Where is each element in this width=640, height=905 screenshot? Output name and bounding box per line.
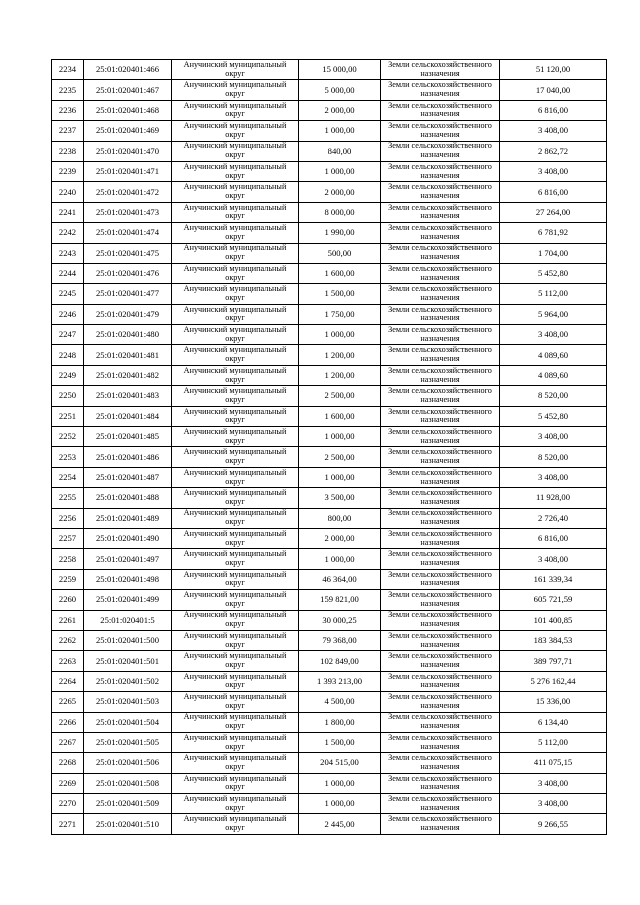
- cadastral-value-cell: 51 120,00: [500, 60, 607, 80]
- row-number-cell: 2259: [52, 569, 84, 589]
- table-row: [52, 447, 607, 467]
- cadastral-number-cell: 25:01:020401:477: [84, 284, 172, 304]
- area-cell: 2 500,00: [299, 447, 381, 467]
- land-category-cell: Земли сельскохозяйственного назначения: [381, 325, 500, 345]
- row-number-cell: 2268: [52, 753, 84, 773]
- row-number-cell: 2264: [52, 671, 84, 691]
- cadastral-number-cell: 25:01:020401:486: [84, 447, 172, 467]
- area-cell: 2 445,00: [299, 814, 381, 834]
- cadastral-number-cell: 25:01:020401:503: [84, 692, 172, 712]
- municipality-cell: Анучинский муниципальный округ: [172, 630, 299, 650]
- area-cell: 1 990,00: [299, 223, 381, 243]
- area-cell: 1 000,00: [299, 325, 381, 345]
- municipality-cell: Анучинский муниципальный округ: [172, 284, 299, 304]
- municipality-cell: Анучинский муниципальный округ: [172, 223, 299, 243]
- cadastral-value-cell: 3 408,00: [500, 794, 607, 814]
- table-row: [52, 590, 607, 610]
- land-category-cell: Земли сельскохозяйственного назначения: [381, 121, 500, 141]
- municipality-cell: Анучинский муниципальный округ: [172, 60, 299, 80]
- municipality-cell: Анучинский муниципальный округ: [172, 304, 299, 324]
- row-number-cell: 2262: [52, 630, 84, 650]
- cadastral-number-cell: 25:01:020401:466: [84, 60, 172, 80]
- area-cell: 102 849,00: [299, 651, 381, 671]
- area-cell: 2 500,00: [299, 386, 381, 406]
- table-row: [52, 263, 607, 283]
- municipality-cell: Анучинский муниципальный округ: [172, 692, 299, 712]
- cadastral-value-cell: 5 112,00: [500, 284, 607, 304]
- area-cell: 1 600,00: [299, 263, 381, 283]
- cadastral-number-cell: 25:01:020401:509: [84, 794, 172, 814]
- cadastral-number-cell: 25:01:020401:480: [84, 325, 172, 345]
- table-row: [52, 427, 607, 447]
- cadastral-value-cell: 5 964,00: [500, 304, 607, 324]
- cadastral-value-cell: 2 862,72: [500, 141, 607, 161]
- cadastral-value-cell: 411 075,15: [500, 753, 607, 773]
- table-row: [52, 814, 607, 834]
- cadastral-value-cell: 3 408,00: [500, 121, 607, 141]
- land-category-cell: Земли сельскохозяйственного назначения: [381, 753, 500, 773]
- area-cell: 840,00: [299, 141, 381, 161]
- cadastral-number-cell: 25:01:020401:469: [84, 121, 172, 141]
- table-row: [52, 161, 607, 181]
- cadastral-number-cell: 25:01:020401:468: [84, 100, 172, 120]
- cadastral-value-cell: 3 408,00: [500, 325, 607, 345]
- cadastral-value-cell: 3 408,00: [500, 773, 607, 793]
- land-category-cell: Земли сельскохозяйственного назначения: [381, 100, 500, 120]
- land-category-cell: Земли сельскохозяйственного назначения: [381, 590, 500, 610]
- municipality-cell: Анучинский муниципальный округ: [172, 447, 299, 467]
- municipality-cell: Анучинский муниципальный округ: [172, 753, 299, 773]
- area-cell: 2 000,00: [299, 528, 381, 548]
- land-category-cell: Земли сельскохозяйственного назначения: [381, 692, 500, 712]
- table-row: [52, 651, 607, 671]
- municipality-cell: Анучинский муниципальный округ: [172, 202, 299, 222]
- row-number-cell: 2249: [52, 365, 84, 385]
- table-row: [52, 325, 607, 345]
- land-category-cell: Земли сельскохозяйственного назначения: [381, 488, 500, 508]
- cadastral-value-cell: 11 928,00: [500, 488, 607, 508]
- row-number-cell: 2255: [52, 488, 84, 508]
- land-category-cell: Земли сельскохозяйственного назначения: [381, 141, 500, 161]
- land-category-cell: Земли сельскохозяйственного назначения: [381, 406, 500, 426]
- land-category-cell: Земли сельскохозяйственного назначения: [381, 549, 500, 569]
- table-row: [52, 753, 607, 773]
- row-number-cell: 2243: [52, 243, 84, 263]
- municipality-cell: Анучинский муниципальный округ: [172, 610, 299, 630]
- municipality-cell: Анучинский муниципальный округ: [172, 794, 299, 814]
- row-number-cell: 2236: [52, 100, 84, 120]
- land-registry-body: [52, 60, 607, 835]
- area-cell: 1 000,00: [299, 427, 381, 447]
- cadastral-value-cell: 6 134,40: [500, 712, 607, 732]
- cadastral-number-cell: 25:01:020401:490: [84, 528, 172, 548]
- area-cell: 2 000,00: [299, 182, 381, 202]
- area-cell: 5 000,00: [299, 80, 381, 100]
- cadastral-number-cell: 25:01:020401:482: [84, 365, 172, 385]
- land-category-cell: Земли сельскохозяйственного назначения: [381, 427, 500, 447]
- area-cell: 1 500,00: [299, 732, 381, 752]
- row-number-cell: 2234: [52, 60, 84, 80]
- cadastral-value-cell: 1 704,00: [500, 243, 607, 263]
- table-row: [52, 365, 607, 385]
- row-number-cell: 2250: [52, 386, 84, 406]
- land-category-cell: Земли сельскохозяйственного назначения: [381, 386, 500, 406]
- area-cell: 1 500,00: [299, 284, 381, 304]
- area-cell: 1 393 213,00: [299, 671, 381, 691]
- table-row: [52, 610, 607, 630]
- row-number-cell: 2247: [52, 325, 84, 345]
- land-category-cell: Земли сельскохозяйственного назначения: [381, 610, 500, 630]
- table-row: [52, 794, 607, 814]
- row-number-cell: 2248: [52, 345, 84, 365]
- cadastral-number-cell: 25:01:020401:481: [84, 345, 172, 365]
- table-row: [52, 712, 607, 732]
- municipality-cell: Анучинский муниципальный округ: [172, 365, 299, 385]
- land-category-cell: Земли сельскохозяйственного назначения: [381, 345, 500, 365]
- area-cell: 1 750,00: [299, 304, 381, 324]
- table-row: [52, 60, 607, 80]
- land-category-cell: Земли сельскохозяйственного назначения: [381, 263, 500, 283]
- table-row: [52, 386, 607, 406]
- cadastral-value-cell: 15 336,00: [500, 692, 607, 712]
- cadastral-number-cell: 25:01:020401:504: [84, 712, 172, 732]
- cadastral-number-cell: 25:01:020401:508: [84, 773, 172, 793]
- cadastral-value-cell: 6 781,92: [500, 223, 607, 243]
- area-cell: 46 364,00: [299, 569, 381, 589]
- table-row: [52, 121, 607, 141]
- table-row: [52, 243, 607, 263]
- cadastral-value-cell: 8 520,00: [500, 386, 607, 406]
- municipality-cell: Анучинский муниципальный округ: [172, 427, 299, 447]
- land-category-cell: Земли сельскохозяйственного назначения: [381, 284, 500, 304]
- cadastral-value-cell: 5 112,00: [500, 732, 607, 752]
- cadastral-number-cell: 25:01:020401:476: [84, 263, 172, 283]
- municipality-cell: Анучинский муниципальный округ: [172, 141, 299, 161]
- table-row: [52, 630, 607, 650]
- land-category-cell: Земли сельскохозяйственного назначения: [381, 223, 500, 243]
- row-number-cell: 2252: [52, 427, 84, 447]
- land-category-cell: Земли сельскохозяйственного назначения: [381, 365, 500, 385]
- land-category-cell: Земли сельскохозяйственного назначения: [381, 467, 500, 487]
- area-cell: 3 500,00: [299, 488, 381, 508]
- table-row: [52, 182, 607, 202]
- area-cell: 15 000,00: [299, 60, 381, 80]
- municipality-cell: Анучинский муниципальный округ: [172, 243, 299, 263]
- area-cell: 1 000,00: [299, 794, 381, 814]
- cadastral-number-cell: 25:01:020401:485: [84, 427, 172, 447]
- area-cell: 1 200,00: [299, 345, 381, 365]
- cadastral-number-cell: 25:01:020401:483: [84, 386, 172, 406]
- cadastral-value-cell: 3 408,00: [500, 427, 607, 447]
- table-row: [52, 732, 607, 752]
- area-cell: 8 000,00: [299, 202, 381, 222]
- land-category-cell: Земли сельскохозяйственного назначения: [381, 508, 500, 528]
- cadastral-value-cell: 3 408,00: [500, 549, 607, 569]
- row-number-cell: 2267: [52, 732, 84, 752]
- municipality-cell: Анучинский муниципальный округ: [172, 569, 299, 589]
- area-cell: 1 000,00: [299, 549, 381, 569]
- cadastral-value-cell: 4 089,60: [500, 345, 607, 365]
- area-cell: 1 000,00: [299, 161, 381, 181]
- municipality-cell: Анучинский муниципальный округ: [172, 732, 299, 752]
- table-row: [52, 773, 607, 793]
- land-category-cell: Земли сельскохозяйственного назначения: [381, 60, 500, 80]
- municipality-cell: Анучинский муниципальный округ: [172, 345, 299, 365]
- municipality-cell: Анучинский муниципальный округ: [172, 488, 299, 508]
- cadastral-number-cell: 25:01:020401:506: [84, 753, 172, 773]
- cadastral-number-cell: 25:01:020401:471: [84, 161, 172, 181]
- municipality-cell: Анучинский муниципальный округ: [172, 121, 299, 141]
- row-number-cell: 2269: [52, 773, 84, 793]
- area-cell: 1 600,00: [299, 406, 381, 426]
- row-number-cell: 2254: [52, 467, 84, 487]
- area-cell: 159 821,00: [299, 590, 381, 610]
- row-number-cell: 2261: [52, 610, 84, 630]
- cadastral-value-cell: 6 816,00: [500, 182, 607, 202]
- table-row: [52, 80, 607, 100]
- cadastral-value-cell: 5 452,80: [500, 406, 607, 426]
- cadastral-value-cell: 8 520,00: [500, 447, 607, 467]
- cadastral-value-cell: 3 408,00: [500, 161, 607, 181]
- row-number-cell: 2263: [52, 651, 84, 671]
- table-row: [52, 223, 607, 243]
- municipality-cell: Анучинский муниципальный округ: [172, 651, 299, 671]
- area-cell: 30 000,25: [299, 610, 381, 630]
- row-number-cell: 2245: [52, 284, 84, 304]
- cadastral-number-cell: 25:01:020401:500: [84, 630, 172, 650]
- land-category-cell: Земли сельскохозяйственного назначения: [381, 732, 500, 752]
- area-cell: 1 200,00: [299, 365, 381, 385]
- cadastral-value-cell: 5 276 162,44: [500, 671, 607, 691]
- table-row: [52, 304, 607, 324]
- land-category-cell: Земли сельскохозяйственного назначения: [381, 304, 500, 324]
- cadastral-number-cell: 25:01:020401:501: [84, 651, 172, 671]
- municipality-cell: Анучинский муниципальный округ: [172, 712, 299, 732]
- land-category-cell: Земли сельскохозяйственного назначения: [381, 712, 500, 732]
- land-category-cell: Земли сельскохозяйственного назначения: [381, 671, 500, 691]
- land-category-cell: Земли сельскохозяйственного назначения: [381, 80, 500, 100]
- row-number-cell: 2271: [52, 814, 84, 834]
- cadastral-value-cell: 389 797,71: [500, 651, 607, 671]
- row-number-cell: 2244: [52, 263, 84, 283]
- cadastral-number-cell: 25:01:020401:497: [84, 549, 172, 569]
- municipality-cell: Анучинский муниципальный округ: [172, 386, 299, 406]
- cadastral-number-cell: 25:01:020401:474: [84, 223, 172, 243]
- land-category-cell: Земли сельскохозяйственного назначения: [381, 447, 500, 467]
- municipality-cell: Анучинский муниципальный округ: [172, 528, 299, 548]
- cadastral-value-cell: 183 384,53: [500, 630, 607, 650]
- cadastral-number-cell: 25:01:020401:488: [84, 488, 172, 508]
- table-row: [52, 508, 607, 528]
- row-number-cell: 2256: [52, 508, 84, 528]
- cadastral-value-cell: 161 339,34: [500, 569, 607, 589]
- cadastral-number-cell: 25:01:020401:484: [84, 406, 172, 426]
- cadastral-value-cell: 605 721,59: [500, 590, 607, 610]
- row-number-cell: 2260: [52, 590, 84, 610]
- area-cell: 1 000,00: [299, 121, 381, 141]
- area-cell: 79 368,00: [299, 630, 381, 650]
- cadastral-number-cell: 25:01:020401:479: [84, 304, 172, 324]
- row-number-cell: 2265: [52, 692, 84, 712]
- municipality-cell: Анучинский муниципальный округ: [172, 549, 299, 569]
- cadastral-value-cell: 6 816,00: [500, 528, 607, 548]
- cadastral-number-cell: 25:01:020401:502: [84, 671, 172, 691]
- cadastral-value-cell: 4 089,60: [500, 365, 607, 385]
- table-row: [52, 141, 607, 161]
- row-number-cell: 2240: [52, 182, 84, 202]
- municipality-cell: Анучинский муниципальный округ: [172, 814, 299, 834]
- cadastral-value-cell: 3 408,00: [500, 467, 607, 487]
- land-category-cell: Земли сельскохозяйственного назначения: [381, 630, 500, 650]
- cadastral-value-cell: 9 266,55: [500, 814, 607, 834]
- area-cell: 1 000,00: [299, 467, 381, 487]
- municipality-cell: Анучинский муниципальный округ: [172, 100, 299, 120]
- row-number-cell: 2235: [52, 80, 84, 100]
- municipality-cell: Анучинский муниципальный округ: [172, 508, 299, 528]
- area-cell: 1 000,00: [299, 773, 381, 793]
- land-category-cell: Земли сельскохозяйственного назначения: [381, 182, 500, 202]
- cadastral-number-cell: 25:01:020401:5: [84, 610, 172, 630]
- municipality-cell: Анучинский муниципальный округ: [172, 467, 299, 487]
- municipality-cell: Анучинский муниципальный округ: [172, 161, 299, 181]
- land-category-cell: Земли сельскохозяйственного назначения: [381, 651, 500, 671]
- row-number-cell: 2242: [52, 223, 84, 243]
- cadastral-number-cell: 25:01:020401:470: [84, 141, 172, 161]
- table-row: [52, 345, 607, 365]
- cadastral-number-cell: 25:01:020401:505: [84, 732, 172, 752]
- cadastral-number-cell: 25:01:020401:498: [84, 569, 172, 589]
- table-row: [52, 202, 607, 222]
- cadastral-value-cell: 2 726,40: [500, 508, 607, 528]
- municipality-cell: Анучинский муниципальный округ: [172, 671, 299, 691]
- row-number-cell: 2257: [52, 528, 84, 548]
- cadastral-value-cell: 101 400,85: [500, 610, 607, 630]
- row-number-cell: 2253: [52, 447, 84, 467]
- cadastral-value-cell: 5 452,80: [500, 263, 607, 283]
- land-category-cell: Земли сельскохозяйственного назначения: [381, 161, 500, 181]
- land-category-cell: Земли сельскохозяйственного назначения: [381, 528, 500, 548]
- table-row: [52, 406, 607, 426]
- area-cell: 500,00: [299, 243, 381, 263]
- municipality-cell: Анучинский муниципальный округ: [172, 263, 299, 283]
- row-number-cell: 2241: [52, 202, 84, 222]
- row-number-cell: 2270: [52, 794, 84, 814]
- land-category-cell: Земли сельскохозяйственного назначения: [381, 794, 500, 814]
- land-registry-table: [51, 59, 607, 835]
- cadastral-value-cell: 6 816,00: [500, 100, 607, 120]
- row-number-cell: 2258: [52, 549, 84, 569]
- area-cell: 1 800,00: [299, 712, 381, 732]
- municipality-cell: Анучинский муниципальный округ: [172, 773, 299, 793]
- cadastral-value-cell: 27 264,00: [500, 202, 607, 222]
- land-category-cell: Земли сельскохозяйственного назначения: [381, 773, 500, 793]
- row-number-cell: 2266: [52, 712, 84, 732]
- municipality-cell: Анучинский муниципальный округ: [172, 406, 299, 426]
- cadastral-value-cell: 17 040,00: [500, 80, 607, 100]
- cadastral-number-cell: 25:01:020401:475: [84, 243, 172, 263]
- table-row: [52, 569, 607, 589]
- area-cell: 800,00: [299, 508, 381, 528]
- cadastral-number-cell: 25:01:020401:473: [84, 202, 172, 222]
- table-row: [52, 100, 607, 120]
- cadastral-number-cell: 25:01:020401:472: [84, 182, 172, 202]
- cadastral-number-cell: 25:01:020401:489: [84, 508, 172, 528]
- cadastral-number-cell: 25:01:020401:467: [84, 80, 172, 100]
- table-row: [52, 488, 607, 508]
- area-cell: 4 500,00: [299, 692, 381, 712]
- land-category-cell: Земли сельскохозяйственного назначения: [381, 569, 500, 589]
- row-number-cell: 2239: [52, 161, 84, 181]
- row-number-cell: 2238: [52, 141, 84, 161]
- cadastral-number-cell: 25:01:020401:499: [84, 590, 172, 610]
- table-row: [52, 528, 607, 548]
- row-number-cell: 2237: [52, 121, 84, 141]
- land-category-cell: Земли сельскохозяйственного назначения: [381, 202, 500, 222]
- table-row: [52, 692, 607, 712]
- land-category-cell: Земли сельскохозяйственного назначения: [381, 814, 500, 834]
- table-row: [52, 467, 607, 487]
- table-row: [52, 284, 607, 304]
- table-row: [52, 671, 607, 691]
- table-row: [52, 549, 607, 569]
- area-cell: 204 515,00: [299, 753, 381, 773]
- municipality-cell: Анучинский муниципальный округ: [172, 325, 299, 345]
- municipality-cell: Анучинский муниципальный округ: [172, 590, 299, 610]
- area-cell: 2 000,00: [299, 100, 381, 120]
- land-category-cell: Земли сельскохозяйственного назначения: [381, 243, 500, 263]
- municipality-cell: Анучинский муниципальный округ: [172, 80, 299, 100]
- cadastral-number-cell: 25:01:020401:510: [84, 814, 172, 834]
- cadastral-number-cell: 25:01:020401:487: [84, 467, 172, 487]
- row-number-cell: 2251: [52, 406, 84, 426]
- row-number-cell: 2246: [52, 304, 84, 324]
- municipality-cell: Анучинский муниципальный округ: [172, 182, 299, 202]
